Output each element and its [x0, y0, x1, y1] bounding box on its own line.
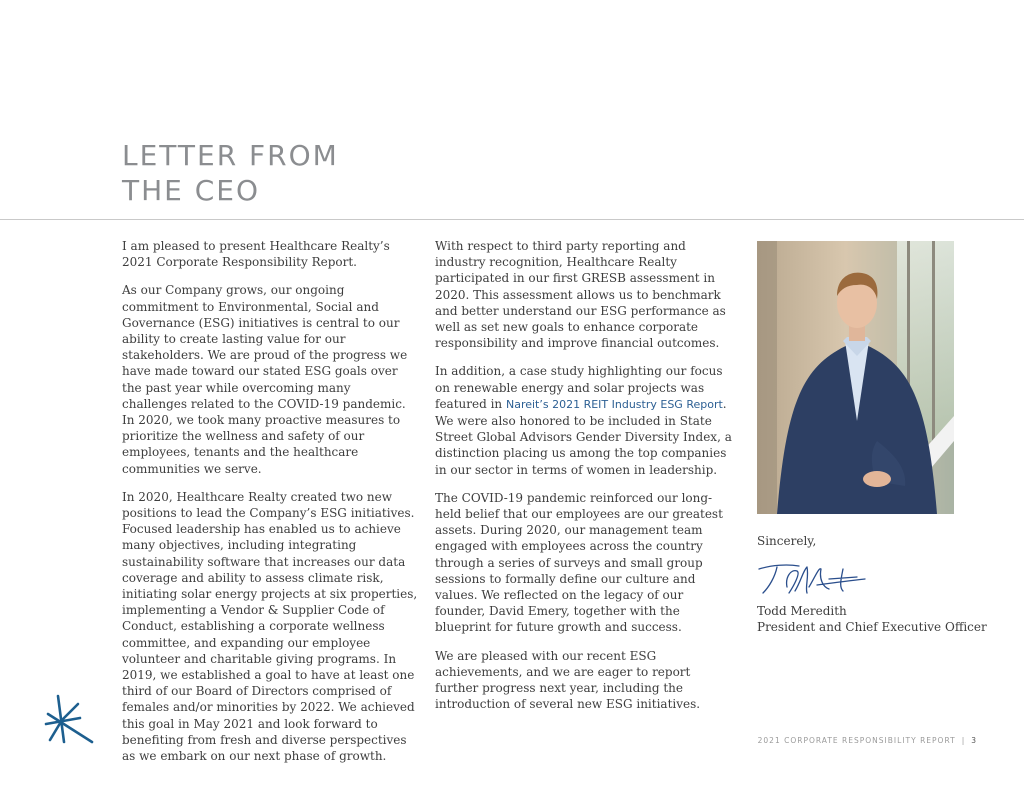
letter-column-left	[122, 238, 418, 776]
page-title-line-1: LETTER FROM	[122, 139, 339, 172]
letter-column-middle	[435, 238, 733, 724]
closing-salutation: Sincerely,	[757, 534, 817, 548]
paragraph: We are pleased with our recent ESG achievements, and we are eager to report further progress next year, including the introduction of several new ESG initiatives.	[435, 648, 701, 712]
signer-name: Todd Meredith	[757, 604, 847, 618]
paragraph: I am pleased to present Healthcare Realty’s 2021 Corporate Responsibility Report.	[122, 239, 390, 270]
asterisk-star-logo-icon	[44, 694, 96, 746]
paragraph: With respect to third party reporting and industry recognition, Healthcare Realty participated in our first GRESB assessment in 2020. This assessment allows us to benchmark and better understand our ESG performance as well as set new goals to enhance corporate responsibility and improve financial outcomes.	[435, 239, 726, 351]
paragraph	[435, 363, 733, 477]
nareit-report-link[interactable]: Nareit’s 2021 REIT Industry ESG Report	[505, 397, 723, 411]
paragraph-text: . We were also honored to be included in State Street Global Advisors Gender Diversity Index, a distinction placing us among the top companies in our sector in terms of women in leadership.	[435, 396, 732, 477]
paragraph: The COVID-19 pandemic reinforced our long-held belief that our employees are our greatest assets. During 2020, our management team engaged with employees across the country through a series of surveys and small group sessions to formally define our culture and values. We reflected on the legacy of our founder, David Emery, together with the blueprint for future growth and success.	[435, 490, 723, 635]
paragraph: In 2020, Healthcare Realty created two new positions to lead the Company’s ESG initiatives. Focused leadership has enabled us to achieve many objectives, including integrating sustainability software that increases our data coverage and ability to assess climate risk, initiating solar energy projects at six properties, implementing a Vendor & Supplier Code of Conduct, establishing a corporate wellness committee, and expanding our employee volunteer and charitable giving programs. In 2019, we established a goal to have at least one third of our Board of Directors comprised of females and/or minorities by 2022. We achieved this goal in May 2021 and look forward to benefiting from fresh and diverse perspectives as we embark on our next phase of growth.	[122, 489, 418, 764]
page-title	[122, 138, 339, 208]
signer-title: President and Chief Executive Officer	[757, 620, 987, 634]
paragraph-text: In addition, a case study highlighting our focus on renewable energy and solar projects was featured in	[435, 364, 723, 411]
page-number: 3	[971, 736, 977, 745]
signer-block	[757, 603, 987, 635]
header-divider	[0, 219, 1024, 220]
handwritten-signature	[757, 557, 869, 601]
ceo-portrait-photo	[757, 241, 954, 514]
page-title-line-2: THE CEO	[122, 174, 261, 207]
page-footer	[758, 736, 977, 745]
footer-report-title: 2021 CORPORATE RESPONSIBILITY REPORT	[757, 736, 956, 745]
paragraph: As our Company grows, our ongoing commitment to Environmental, Social and Governance (ESG) initiatives is central to our ability to create lasting value for our stakeholders. We are proud of the progress we have made toward our stated ESG goals over the past year while overcoming many challenges related to the COVID-19 pandemic. In 2020, we took many proactive measures to prioritize the wellness and safety of our employees, tenants and the healthcare communities we serve.	[122, 283, 408, 476]
footer-separator: |	[961, 736, 966, 745]
